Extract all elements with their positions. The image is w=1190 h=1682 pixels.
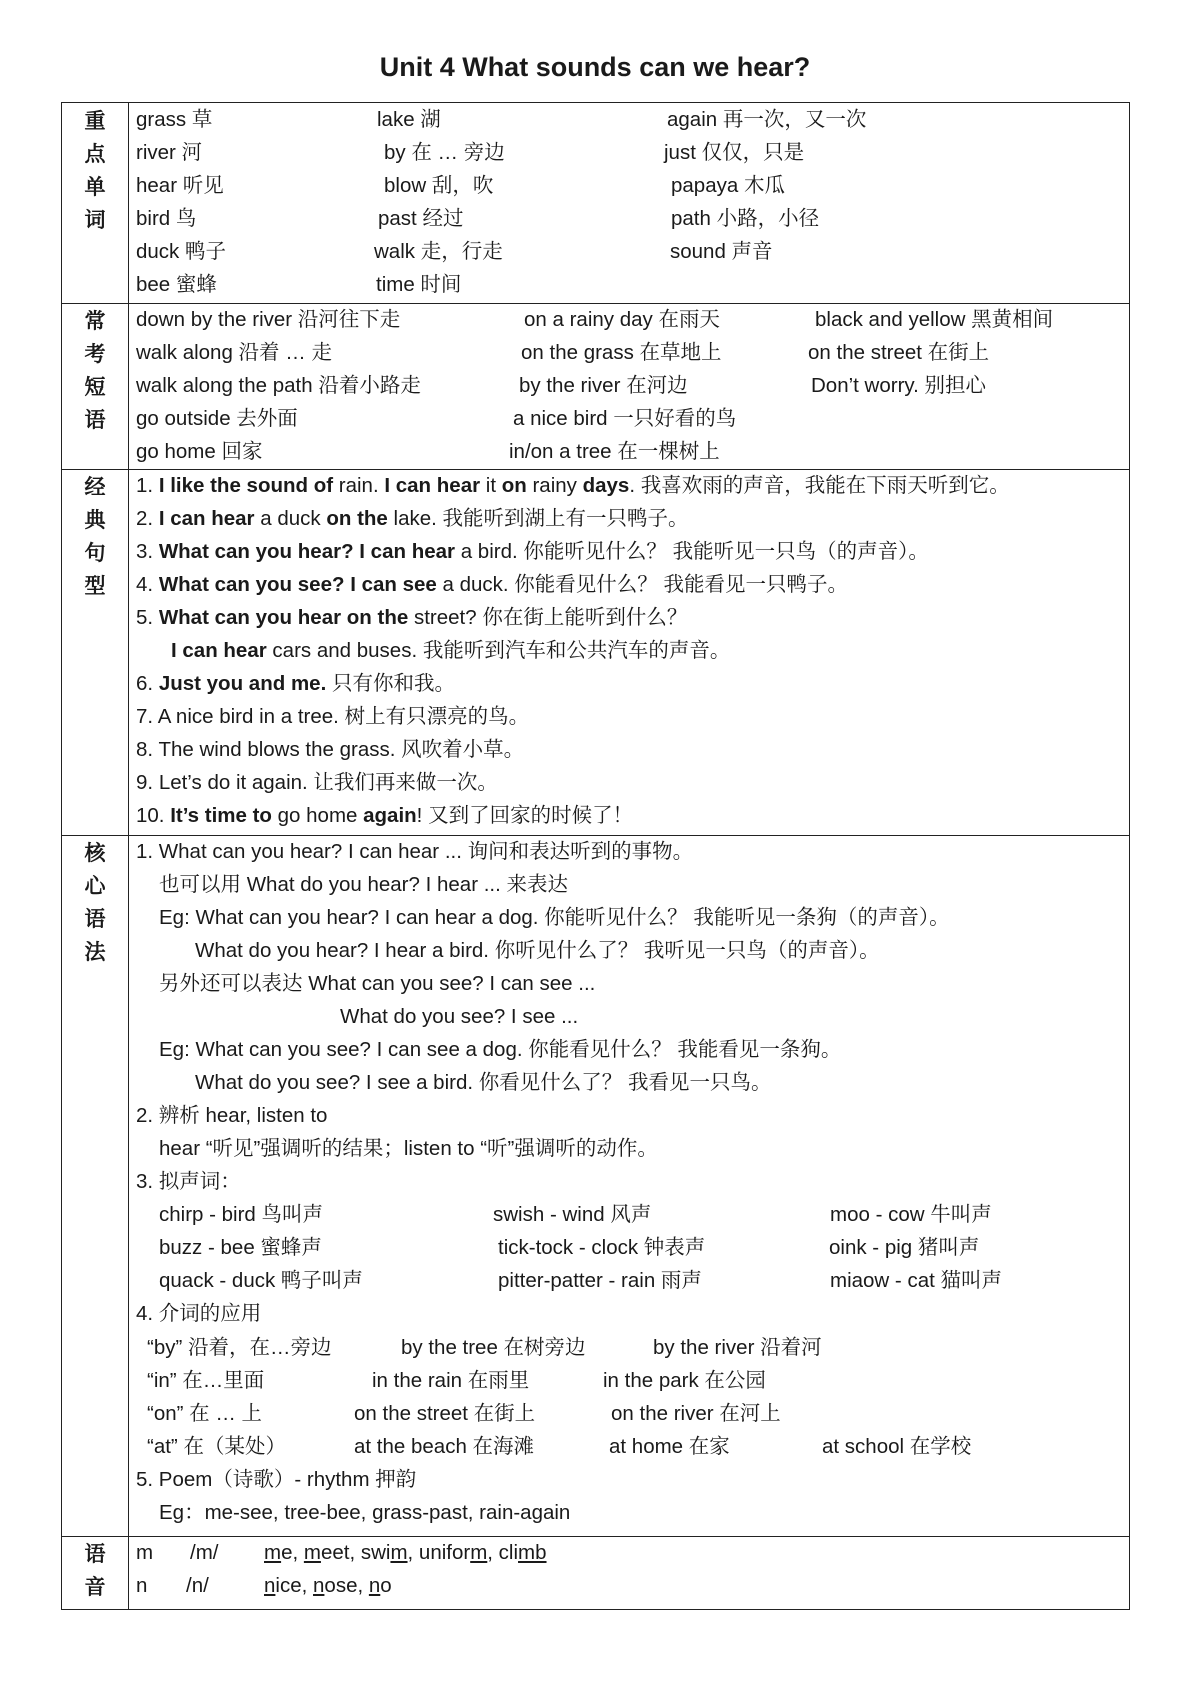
section-label-phrases: 常 考 短 语 — [84, 309, 106, 432]
phrase-item: a nice bird 一只好看的鸟 — [513, 407, 737, 430]
sentence-5-answer: I can hear cars and buses. 我能听到汽车和公共汽车的声音。 — [171, 639, 731, 662]
grammar-line: 3. 拟声词： — [136, 1170, 241, 1193]
vocab-item: bee 蜜蜂 — [136, 273, 217, 296]
vocab-item: path 小路，小径 — [671, 207, 820, 230]
phrase-item: on a rainy day 在雨天 — [524, 308, 720, 331]
sentence-5: 5. What can you hear on the street? 你在街上能听到什么？ — [136, 606, 688, 629]
vocab-item: again 再一次，又一次 — [667, 108, 867, 131]
row-divider — [62, 303, 1129, 304]
onomatopoeia-item: pitter-patter - rain 雨声 — [498, 1269, 702, 1292]
phonics-letter: n — [136, 1574, 148, 1597]
sentence-9: 9. Let’s do it again. 让我们再来做一次。 — [136, 771, 498, 794]
sentence-1: 1. I like the sound of rain. I can hear it on rainy days. 我喜欢雨的声音，我能在下雨天听到它。 — [136, 474, 1010, 497]
preposition-item: on the street 在街上 — [354, 1402, 536, 1425]
onomatopoeia-item: miaow - cat 猫叫声 — [830, 1269, 1002, 1292]
vocab-item: sound 声音 — [670, 240, 773, 263]
phrase-item: on the street 在街上 — [808, 341, 990, 364]
phrase-item: down by the river 沿河往下走 — [136, 308, 401, 331]
onomatopoeia-item: oink - pig 猪叫声 — [829, 1236, 980, 1259]
onomatopoeia-item: chirp - bird 鸟叫声 — [159, 1203, 324, 1226]
sentence-7: 7. A nice bird in a tree. 树上有只漂亮的鸟。 — [136, 705, 530, 728]
preposition-item: by the tree 在树旁边 — [401, 1336, 586, 1359]
sentence-8: 8. The wind blows the grass. 风吹着小草。 — [136, 738, 525, 761]
onomatopoeia-item: moo - cow 牛叫声 — [830, 1203, 992, 1226]
sentence-4: 4. What can you see? I can see a duck. 你能看见什么？ 我能看见一只鸭子。 — [136, 573, 848, 596]
phrase-item: walk along the path 沿着小路走 — [136, 374, 421, 397]
grammar-line: hear “听见”强调听的结果；listen to “听”强调听的动作。 — [159, 1137, 658, 1160]
grammar-line: 4. 介词的应用 — [136, 1302, 262, 1325]
grammar-line: 5. Poem（诗歌）- rhythm 押韵 — [136, 1468, 417, 1491]
vocab-item: walk 走，行走 — [374, 240, 503, 263]
grammar-line: Eg: What can you see? I can see a dog. 你能看见什么？ 我能看见一条狗。 — [159, 1038, 842, 1061]
row-divider — [62, 835, 1129, 836]
phrase-item: Don’t worry. 别担心 — [811, 374, 987, 397]
vocab-item: grass 草 — [136, 108, 213, 131]
preposition-item: in the rain 在雨里 — [372, 1369, 530, 1392]
phrase-item: on the grass 在草地上 — [521, 341, 722, 364]
onomatopoeia-item: swish - wind 风声 — [493, 1203, 652, 1226]
phrase-item: go home 回家 — [136, 440, 263, 463]
vocab-item: papaya 木瓜 — [671, 174, 785, 197]
phonics-letter: m — [136, 1541, 154, 1564]
grammar-line: 也可以用 What do you hear? I hear ... 来表达 — [159, 873, 569, 896]
phrase-item: by the river 在河边 — [519, 374, 688, 397]
section-label-sentences: 经 典 句 型 — [84, 475, 106, 598]
grammar-line: Eg：me-see, tree-bee, grass-past, rain-again — [159, 1501, 571, 1524]
phrase-item: in/on a tree 在一棵树上 — [509, 440, 720, 463]
onomatopoeia-item: quack - duck 鸭子叫声 — [159, 1269, 363, 1292]
phrase-item: walk along 沿着 … 走 — [136, 341, 332, 364]
sentence-6: 6. Just you and me. 只有你和我。 — [136, 672, 455, 695]
grammar-line: 另外还可以表达 What can you see? I can see ... — [159, 972, 596, 995]
grammar-line: 1. What can you hear? I can hear ... 询问和表达听到的事物。 — [136, 840, 694, 863]
phonics-ipa: /n/ — [186, 1574, 209, 1597]
preposition-item: “at” 在（某处） — [147, 1435, 286, 1458]
preposition-item: at home 在家 — [609, 1435, 730, 1458]
preposition-item: in the park 在公园 — [603, 1369, 766, 1392]
vocab-item: bird 鸟 — [136, 207, 197, 230]
preposition-item: at school 在学校 — [822, 1435, 972, 1458]
onomatopoeia-item: buzz - bee 蜜蜂声 — [159, 1236, 322, 1259]
preposition-item: on the river 在河上 — [611, 1402, 781, 1425]
vocab-item: just 仅仅，只是 — [664, 141, 805, 164]
onomatopoeia-item: tick-tock - clock 钟表声 — [498, 1236, 706, 1259]
vocab-item: blow 刮，吹 — [384, 174, 494, 197]
vocab-item: river 河 — [136, 141, 203, 164]
preposition-item: “in” 在…里面 — [147, 1369, 265, 1392]
phonics-examples: nice, nose, no — [264, 1574, 392, 1597]
preposition-item: by the river 沿着河 — [653, 1336, 822, 1359]
page-title: Unit 4 What sounds can we hear? — [379, 52, 811, 82]
preposition-item: “on” 在 … 上 — [147, 1402, 263, 1425]
column-divider — [128, 103, 129, 1609]
section-label-vocab: 重 点 单 词 — [84, 109, 106, 232]
preposition-item: at the beach 在海滩 — [354, 1435, 535, 1458]
phrase-item: black and yellow 黑黄相间 — [815, 308, 1054, 331]
summary-table — [61, 102, 1130, 1610]
phonics-examples: me, meet, swim, uniform, climb — [264, 1541, 547, 1564]
grammar-line: Eg: What can you hear? I can hear a dog. 你能听见什么？ 我能听见一条狗（的声音）。 — [159, 906, 950, 929]
vocab-item: hear 听见 — [136, 174, 224, 197]
vocab-item: duck 鸭子 — [136, 240, 226, 263]
vocab-item: past 经过 — [378, 207, 464, 230]
section-label-grammar: 核 心 语 法 — [84, 841, 106, 964]
grammar-line: What do you hear? I hear a bird. 你听见什么了？ 我听见一只鸟（的声音）。 — [195, 939, 880, 962]
grammar-line: What do you see? I see a bird. 你看见什么了？ 我看见一只鸟。 — [195, 1071, 772, 1094]
section-label-phonics: 语 音 — [84, 1542, 106, 1599]
preposition-item: “by” 沿着，在…旁边 — [147, 1336, 332, 1359]
row-divider — [62, 469, 1129, 470]
sentence-3: 3. What can you hear? I can hear a bird. 你能听见什么？ 我能听见一只鸟（的声音）。 — [136, 540, 929, 563]
vocab-item: time 时间 — [376, 273, 462, 296]
row-divider — [62, 1536, 1129, 1537]
vocab-item: by 在 … 旁边 — [384, 141, 505, 164]
sentence-10: 10. It’s time to go home again! 又到了回家的时候了！ — [136, 804, 634, 827]
sentence-2: 2. I can hear a duck on the lake. 我能听到湖上有一只鸭子。 — [136, 507, 689, 530]
phonics-ipa: /m/ — [190, 1541, 219, 1564]
phrase-item: go outside 去外面 — [136, 407, 298, 430]
grammar-line: What do you see? I see ... — [340, 1005, 579, 1028]
vocab-item: lake 湖 — [377, 108, 441, 131]
grammar-line: 2. 辨析 hear, listen to — [136, 1104, 328, 1127]
